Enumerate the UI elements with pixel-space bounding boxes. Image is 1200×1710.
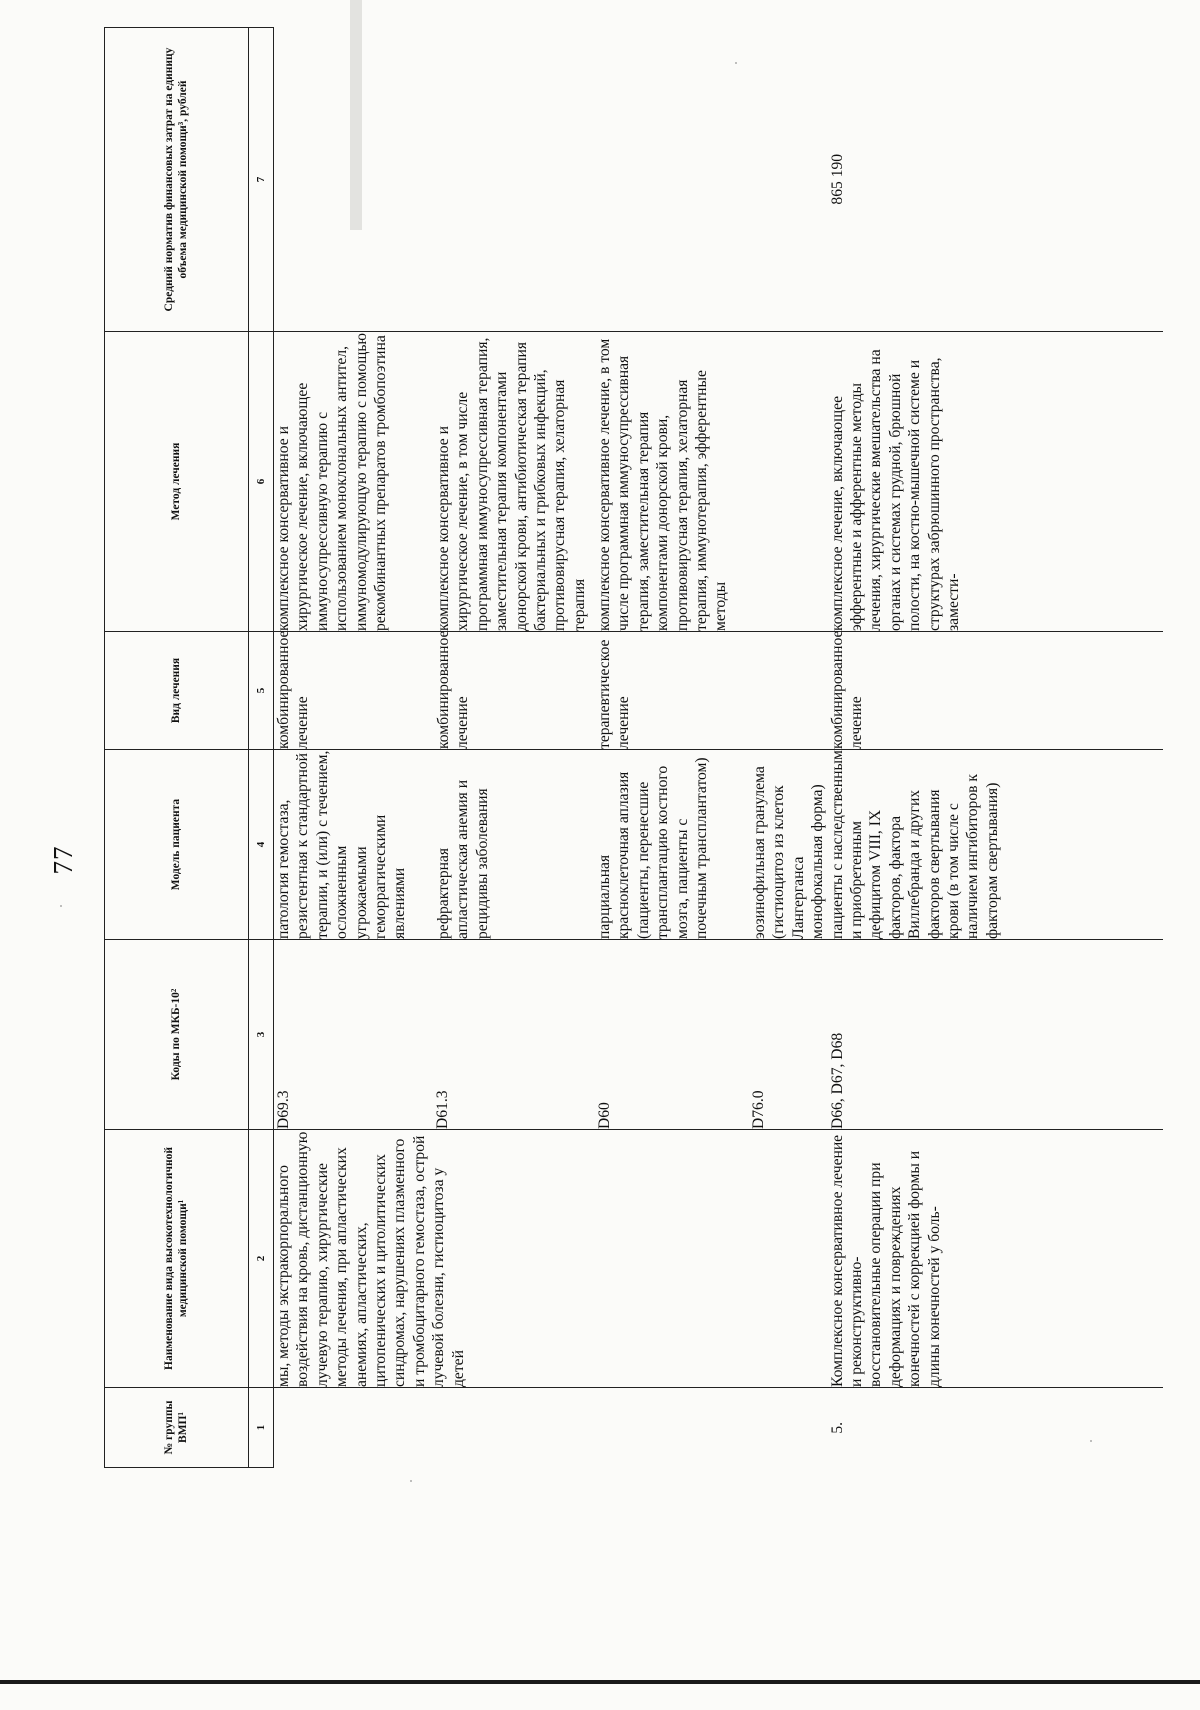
treatment-type: комбинированное лечение — [275, 630, 312, 749]
icd-code: D69.3 — [275, 1090, 292, 1129]
column-number: 1 — [249, 1388, 274, 1468]
page-number: 77 — [48, 845, 78, 875]
header-treatment-type: Вид лечения — [105, 632, 249, 750]
column-number: 6 — [249, 332, 274, 632]
icd-code: D60 — [595, 1102, 613, 1129]
treatment-method: комплексное консервативное лечение, в том числе программная иммуносупрессивная терапия, заместительная терапия компонентами донорской крови, противовирусная терапия, хелаторная терапия, иммунотерапия, эфферентные методы — [596, 338, 730, 631]
icd-codes-cell — [828, 940, 1163, 1130]
patient-model: рефрактерная апластическая анемия и рецидивы заболевания — [435, 779, 491, 939]
header-cost-standard: Средний норматив финансовых затрат на единицу объема медицинской помощи³, рублей — [105, 28, 249, 332]
icd-code: D66, D67, D68 — [828, 1032, 846, 1129]
treatment-method: комплексное консервативное и хирургическое лечение, включающее иммуносупрессивную терапию с использованием моноклональных антител, иммуномодулирующую терапию с помощью рекомбинантных препаратов тромбопоэтина — [275, 332, 390, 631]
patient-model: пациенты с наследственным и приобретенным дефицитом VIII, IX факторов, фактора Виллебранда и других факторов свертывания крови (в том числе с наличием ингибиторов к факторам свертывания) — [828, 750, 1001, 939]
header-patient-model: Модель пациента — [105, 750, 249, 940]
group-number-cell — [274, 1388, 828, 1468]
treatment-method: комплексное консервативное и хирургическое лечение, в том числе программная иммуносупрессивная терапия, заместительная терапия компонентами донорской крови, антибиотическая терапия бактериальных и грибковых инфекций, противовирусная терапия, хелаторная терапия — [435, 337, 588, 631]
treatment-type: комбинированное лечение — [435, 630, 472, 749]
treatment-method: комплексное лечение, включающее эфферентные и афферентные методы лечения, хирургические вмешательства на органах и системах грудной, брюшной полости, на костно-мышечной системе и структурах забрюшинного пространства, замести- — [828, 349, 963, 631]
column-number-row — [249, 28, 274, 1468]
treatment-type-cell — [828, 632, 1163, 750]
column-number: 7 — [249, 28, 274, 332]
header-treatment-method: Метод лечения — [105, 332, 249, 632]
table-row — [274, 28, 828, 1468]
vmp-name: Комплексное консервативное лечение и реконструктивно-восстановительные операции при деформациях и повреждениях конечностей с коррекцией формы и длины конечностей у боль- — [828, 1134, 943, 1387]
header-row — [105, 28, 249, 1468]
cost-cell — [828, 28, 1163, 332]
patient-model-cell — [828, 750, 1163, 940]
header-group-number: № группы ВМП¹ — [105, 1388, 249, 1468]
group-number: 5. — [828, 1421, 846, 1434]
header-icd-codes: Коды по МКБ-10² — [105, 940, 249, 1130]
vmp-name: мы, методы экстракорпорального воздействия на кровь, дистанционную лучевую терапию, хирургические методы лечения, при апластических анемиях, апластических, цитопенических и цитолитических синдромах, нарушениях плазменного и тромбоцитарного гемостаза, острой лучевой болезни, гистиоцитоза у детей — [275, 1131, 467, 1387]
icd-code: D76.0 — [750, 1090, 768, 1129]
vmp-name-cell — [828, 1130, 1163, 1388]
header-vmp-name: Наименование вида высокотехнологичной медицинской помощи¹ — [105, 1130, 249, 1388]
patient-model: парциальная красноклеточная аплазия (пациенты, перенесшие трансплантацию костного мозга, пациенты с почечным трансплантатом) — [596, 757, 711, 939]
cost-cell — [274, 28, 828, 332]
group-number-cell — [828, 1388, 1163, 1468]
vmp-name-cell — [274, 1130, 828, 1388]
patient-model: патология гемостаза, резистентная к стандартной терапии, и (или) с течением, осложненным угрожаемыми геморрагическими явлениями — [275, 750, 409, 939]
treatment-type: терапевтическое лечение — [596, 639, 633, 749]
icd-code: D61.3 — [434, 1090, 452, 1129]
treatment-type: комбинированное лечение — [828, 630, 866, 749]
column-number: 2 — [249, 1130, 274, 1388]
column-number: 3 — [249, 940, 274, 1130]
vmp-table — [104, 27, 1163, 1468]
table-row — [828, 28, 1163, 1468]
treatment-method-cell — [828, 332, 1163, 632]
icd-codes-cell — [274, 940, 828, 1130]
cost-value: 865 190 — [828, 153, 846, 205]
treatment-method-cell — [274, 332, 828, 632]
column-number: 5 — [249, 632, 274, 750]
column-number: 4 — [249, 750, 274, 940]
patient-model-cell — [274, 750, 828, 940]
treatment-type-cell — [274, 632, 828, 750]
patient-model: эозинофильная гранулема (гистиоцитоз из клеток Лангерганса монофокальная форма) — [751, 766, 827, 939]
